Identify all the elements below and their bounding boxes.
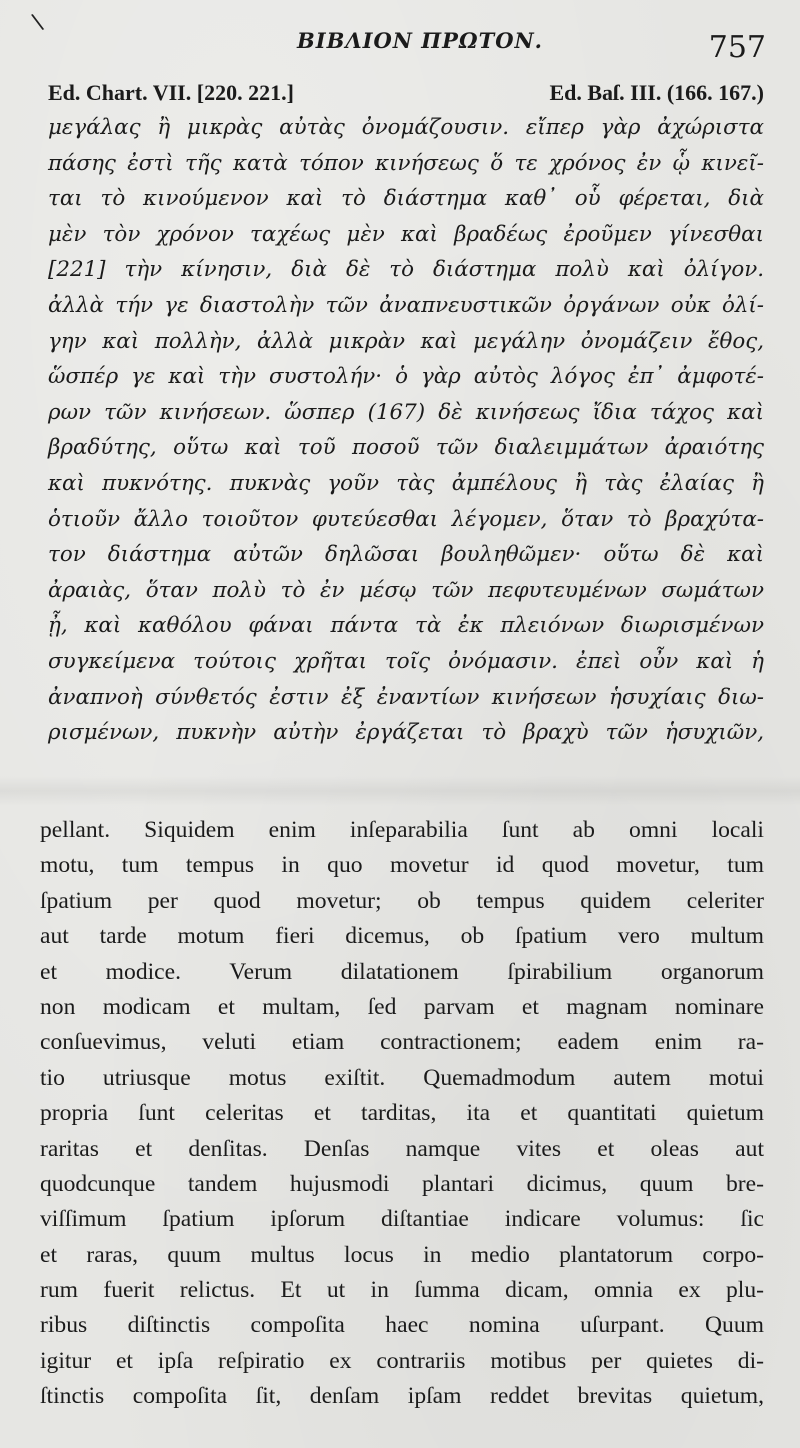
greek-line: γην καὶ πολλὴν, ἀλλὰ μικρὰν καὶ μεγάλην ὀνομάζειν ἔθος, <box>48 328 764 354</box>
latin-line: raritas et denſitas. Denſas namque vites et oleas aut <box>40 1135 764 1162</box>
latin-line: ſpatium per quod movetur; ob tempus quidem celeriter <box>40 887 764 914</box>
greek-line: ἀναπνοὴ σύνθετός ἐστιν ἐξ ἐναντίων κινήσεων ἡσυχίαις διω- <box>48 684 764 710</box>
greek-line: ὥσπέρ γε καὶ τὴν συστολήν· ὁ γὰρ αὐτὸς λόγος ἐπ᾿ ἀμφοτέ- <box>48 364 764 390</box>
latin-text-block <box>40 813 764 1415</box>
page-number: 757 <box>708 30 766 65</box>
latin-line: propria ſunt celeritas et tarditas, ita et quantitati quietum <box>40 1100 764 1127</box>
greek-line: ἀλλὰ τήν γε διαστολὴν τῶν ἀναπνευστικῶν ὀργάνων οὐκ ὀλί- <box>48 292 764 318</box>
greek-line: ται τὸ κινούμενον καὶ τὸ διάστημα καθ᾿ οὗ φέρεται, διὰ <box>48 186 764 212</box>
greek-line: καὶ πυκνότης. πυκνὰς γοῦν τὰς ἀμπέλους ἢ τὰς ἐλαίας ἢ <box>48 470 764 496</box>
greek-text-block <box>48 110 764 751</box>
greek-line: ᾖ, καὶ καθόλου φάναι πάντα τὰ ἐκ πλειόνων διωρισμένων <box>48 613 764 639</box>
edition-reference-chart: Ed. Chart. VII. [220. 221.] <box>48 80 294 105</box>
greek-line: συγκείμενα τούτοις χρῆται τοῖς ὀνόμασιν. ἐπεὶ οὖν καὶ ἡ <box>48 648 764 674</box>
latin-line: et raras, quum multus locus in medio plantatorum corpo- <box>40 1241 764 1268</box>
latin-line: ſtinctis compoſita ſit, denſam ipſam reddet brevitas quietum, <box>40 1383 764 1410</box>
running-title: ΒΙΒΛΙΟΝ ΠΡΩΤΟΝ. <box>297 28 543 53</box>
latin-line: pellant. Siquidem enim inſeparabilia ſunt ab omni locali <box>40 817 764 843</box>
latin-line: viſſimum ſpatium ipſorum diſtantiae indicare volumus: ſic <box>40 1206 764 1233</box>
latin-line: quodcunque tandem hujusmodi plantari dicimus, quum bre- <box>40 1170 764 1197</box>
latin-line: igitur et ipſa reſpiratio ex contrariis motibus per quietes di- <box>40 1347 764 1374</box>
greek-line: ὁτιοῦν ἄλλο τοιοῦτον φυτεύεσθαι λέγομεν, ὅταν τὸ βραχύτα- <box>48 506 764 532</box>
greek-line: ρισμένων, πυκνὴν αὐτὴν ἐργάζεται τὸ βραχὺ τῶν ἡσυχιῶν, <box>48 720 764 746</box>
greek-line: τον διάστημα αὐτῶν δηλῶσαι βουληθῶμεν· οὕτω δὲ καὶ <box>48 542 764 568</box>
latin-line: ribus diſtinctis compoſita haec nomina uſurpant. Quum <box>40 1312 764 1339</box>
greek-line: [221] τὴν κίνησιν, διὰ δὲ τὸ διάστημα πολὺ καὶ ὀλίγον. <box>48 257 764 283</box>
latin-line: rum fuerit relictus. Et ut in ſumma dicam, omnia ex plu- <box>40 1277 764 1304</box>
latin-line: conſuevimus, veluti etiam contractionem; eadem enim ra- <box>40 1029 764 1056</box>
greek-line: βραδύτης, οὕτω καὶ τοῦ ποσοῦ τῶν διαλειμμάτων ἀραιότης <box>48 435 764 461</box>
latin-line: et modice. Verum dilatationem ſpirabilium organorum <box>40 958 764 985</box>
latin-line: motu, tum tempus in quo movetur id quod movetur, tum <box>40 852 764 879</box>
show-through-band <box>0 776 800 806</box>
corner-stroke-mark: \ <box>29 9 46 36</box>
greek-line: πάσης ἐστὶ τῆς κατὰ τόπον κινήσεως ὅ τε χρόνος ἐν ᾧ κινεῖ- <box>48 150 764 176</box>
greek-line: ἀραιὰς, ὅταν πολὺ τὸ ἐν μέσῳ τῶν πεφυτευμένων σωμάτων <box>48 577 764 603</box>
greek-line: μεγάλας ἢ μικρὰς αὐτὰς ὀνομάζουσιν. εἴπερ γὰρ ἀχώριστα <box>48 115 764 140</box>
greek-line: ρων τῶν κινήσεων. ὥσπερ (167) δὲ κινήσεως ἴδια τάχος καὶ <box>48 399 764 425</box>
latin-line: non modicam et multam, ſed parvam et magnam nominare <box>40 993 764 1020</box>
latin-line: tio utriusque motus exiſtit. Quemadmodum autem motui <box>40 1064 764 1091</box>
latin-line: aut tarde motum fieri dicemus, ob ſpatium vero multum <box>40 923 764 950</box>
edition-reference-basel: Ed. Baſ. III. (166. 167.) <box>549 80 764 105</box>
greek-line: μὲν τὸν χρόνον ταχέως μὲν καὶ βραδέως ἐροῦμεν γίνεσθαι <box>48 221 764 247</box>
edition-reference-line <box>48 80 764 106</box>
